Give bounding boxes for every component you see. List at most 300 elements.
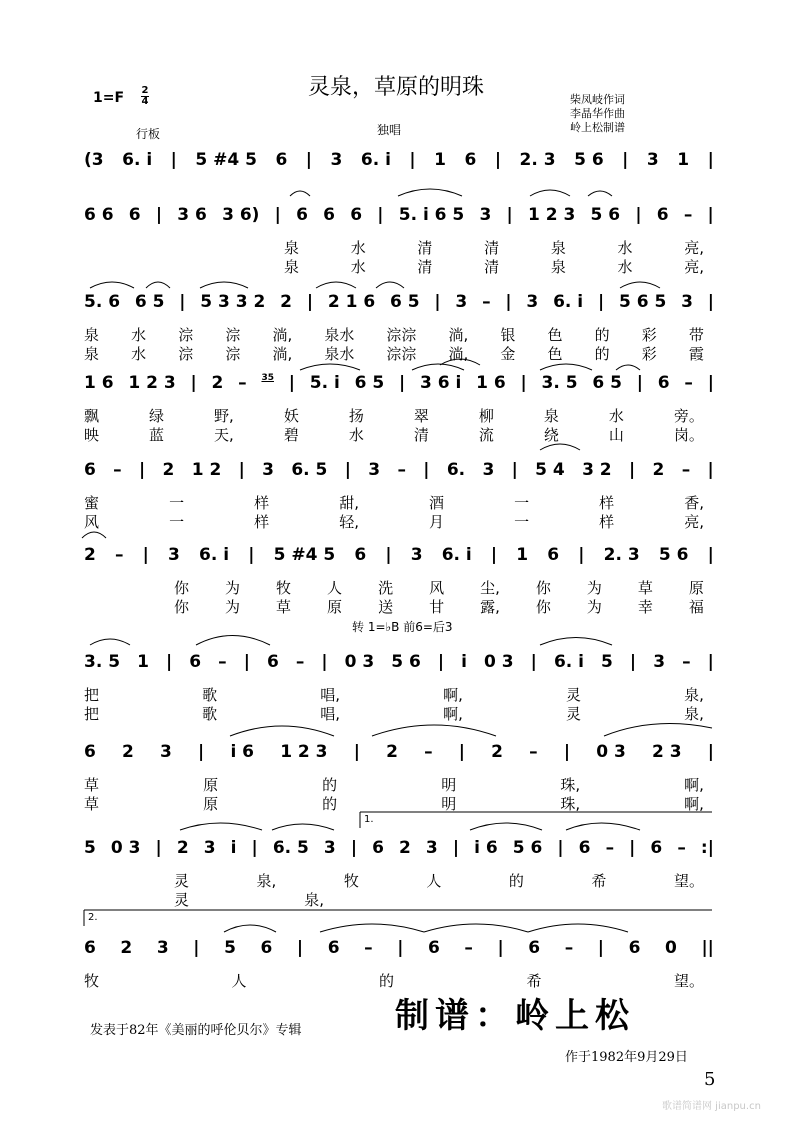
credits <box>570 93 625 135</box>
lyric-word: 歌 <box>202 686 218 704</box>
barline: | <box>490 545 498 565</box>
note-group: 3. 5 <box>541 373 578 393</box>
barline: | <box>248 545 255 565</box>
lyrics-verse-1 <box>84 870 704 891</box>
slur <box>604 724 712 737</box>
barline: || <box>701 938 714 958</box>
slur <box>272 824 334 830</box>
note-group: 6 <box>266 652 279 672</box>
note-group: – <box>218 652 227 672</box>
note-group: 6 <box>656 205 669 225</box>
lyric-word: 牧 <box>84 972 100 990</box>
slur <box>82 532 106 538</box>
lyric-word: 泉水 <box>324 345 355 363</box>
lyrics-verse-2 <box>84 793 704 814</box>
note-group: 6. i <box>441 545 472 565</box>
lyric-word: 淙淙 <box>386 345 417 363</box>
barline: | <box>497 938 504 958</box>
barline: | <box>434 292 441 312</box>
lyric-word: 希 <box>526 972 542 990</box>
lyric-word: 清 <box>484 239 500 257</box>
page-number: 5 <box>704 1069 716 1090</box>
lyric-word: 岗。 <box>673 426 704 444</box>
note-group: 3 <box>479 205 492 225</box>
lyrics-verse-2 <box>84 703 704 724</box>
note-group: i <box>230 838 237 858</box>
note-group: 5. i 6 5 <box>398 205 465 225</box>
lyric-word: 飘 <box>84 407 100 425</box>
slur <box>530 190 570 196</box>
lyric-word: 原 <box>203 776 219 794</box>
lyric-word: 你 <box>535 579 551 597</box>
note-group: 3 <box>156 938 169 958</box>
notation-row <box>84 545 714 565</box>
slur <box>230 726 334 736</box>
lyrics-verse-2 <box>84 596 704 617</box>
note-group: 3 <box>455 292 468 312</box>
lyric-word: 蓝 <box>149 426 165 444</box>
lyrics-verse-2 <box>84 424 704 445</box>
slur <box>424 924 528 932</box>
note-group: 5 6 <box>658 545 689 565</box>
note-group: 3 2 <box>582 460 612 480</box>
note-group: 0 3 <box>344 652 375 672</box>
note-group: 1 <box>137 652 149 672</box>
lyric-word: 旁。 <box>673 407 704 425</box>
note-group: 6 <box>323 205 336 225</box>
slur <box>376 282 404 288</box>
lyrics-verse-1 <box>84 492 704 513</box>
lyric-word: 淌, <box>448 326 469 344</box>
note-group: 5 6 5 <box>618 292 667 312</box>
lyric-word: 样 <box>599 494 615 512</box>
lyrics-verse-2 <box>84 511 704 532</box>
lyric-word: 明 <box>441 795 457 813</box>
note-group: 3 6) <box>222 205 260 225</box>
lyric-word: 灵 <box>174 891 190 909</box>
slur <box>616 365 640 370</box>
lyric-word: 亮, <box>684 258 704 276</box>
barline: | <box>170 150 177 170</box>
note-group: 3. 5 <box>84 652 121 672</box>
note-group: 6 <box>657 373 670 393</box>
lyric-word: 香, <box>684 494 704 512</box>
barline: | <box>628 460 636 480</box>
lyric-word: 水 <box>617 258 633 276</box>
note-group: 0 3 <box>596 742 626 762</box>
note-group: 6 <box>84 460 96 480</box>
lyric-word: 草 <box>276 598 292 616</box>
note-group: 35 <box>261 373 274 383</box>
publication-note: 发表于82年《美丽的呼伦贝尔》专辑 <box>90 1023 302 1038</box>
slur <box>470 823 542 830</box>
slur <box>146 282 170 288</box>
note-group: 1 6 <box>84 373 114 393</box>
lyric-word: 水 <box>608 407 624 425</box>
note-group: 2. 3 <box>603 545 640 565</box>
note-group: 2. 3 <box>519 150 556 170</box>
barline: | <box>629 838 636 858</box>
note-group: 6 <box>372 838 384 858</box>
lyric-word: 酒 <box>429 494 445 512</box>
lyric-word: 你 <box>174 579 190 597</box>
barline: | <box>179 292 186 312</box>
lyric-word: 泉水 <box>324 326 355 344</box>
slur <box>224 925 276 932</box>
lyric-word: 牧 <box>276 579 292 597</box>
note-group: 0 3 <box>484 652 514 672</box>
note-group: 6 <box>260 938 273 958</box>
note-group: 3 <box>482 460 495 480</box>
lyricist: 柴凤岐作词 <box>570 93 625 106</box>
note-group: – <box>424 742 433 762</box>
note-group: 6. i <box>122 150 153 170</box>
note-group: 3 <box>368 460 381 480</box>
lyric-word: 一 <box>514 513 530 531</box>
slur <box>528 924 628 932</box>
lyric-word: 银 <box>500 326 516 344</box>
barline: | <box>506 205 513 225</box>
barline: | <box>622 150 629 170</box>
lyric-word: 的 <box>378 972 394 990</box>
lyrics-verse-1 <box>84 774 704 795</box>
lyrics-verse-1 <box>84 577 704 598</box>
barline: | <box>578 545 585 565</box>
note-group: 6 <box>547 545 560 565</box>
barline: | <box>385 545 392 565</box>
lyric-word: 色 <box>547 326 563 344</box>
lyric-word: 为 <box>586 598 602 616</box>
note-group: 6 <box>296 205 308 225</box>
barline: | <box>296 938 304 958</box>
note-group: 6 <box>275 150 288 170</box>
note-group: 5 <box>84 838 96 858</box>
lyric-word: 彩 <box>641 326 657 344</box>
slur <box>196 636 270 646</box>
note-group: 2 <box>162 460 175 480</box>
note-group: 6. i <box>199 545 230 565</box>
barline: | <box>629 652 637 672</box>
note-group: 1 <box>434 150 446 170</box>
lyric-word: 映 <box>84 426 100 444</box>
barline: | <box>274 205 281 225</box>
note-group: – <box>684 373 693 393</box>
lyric-word: 的 <box>508 872 524 890</box>
barline: | <box>707 652 714 672</box>
note-group: – <box>482 292 491 312</box>
note-group: i <box>461 652 467 672</box>
lyric-word: 甘 <box>429 598 445 616</box>
barline: | <box>190 373 197 393</box>
slur <box>540 638 612 646</box>
barline: | <box>511 460 518 480</box>
notation-row <box>84 292 714 312</box>
note-group: 6. 5 <box>272 838 309 858</box>
slur <box>90 639 130 645</box>
lyric-word: 泉, <box>256 872 277 890</box>
notation-row <box>84 460 714 480</box>
lyric-word: 月 <box>429 513 445 531</box>
note-group: 6 5 <box>592 373 622 393</box>
lyric-word: 水 <box>131 345 147 363</box>
barline: | <box>409 150 416 170</box>
slur <box>290 191 310 196</box>
barline: | <box>636 373 643 393</box>
note-group: i 6 <box>474 838 498 858</box>
note-group: 3 <box>168 545 180 565</box>
lyric-word: 原 <box>203 795 219 813</box>
barline: | <box>399 373 406 393</box>
lyric-word: 的 <box>322 776 338 794</box>
note-group: 5 6 <box>391 652 421 672</box>
lyric-word: 啊, <box>684 776 704 794</box>
note-group: 6 <box>628 938 641 958</box>
barline: | <box>155 205 163 225</box>
note-group: – <box>677 838 686 858</box>
lyric-word: 清 <box>417 239 433 257</box>
note-group: 6 <box>189 652 202 672</box>
lyric-word: 草 <box>637 579 653 597</box>
lyric-word: 清 <box>484 258 500 276</box>
note-group: 6 <box>650 838 663 858</box>
lyric-word: 啊, <box>684 795 704 813</box>
lyric-word: 扬 <box>348 407 364 425</box>
lyric-word: 水 <box>348 426 364 444</box>
lyric-word: 样 <box>599 513 615 531</box>
notation-row <box>84 742 714 762</box>
note-group: 6 <box>327 938 340 958</box>
note-group: – <box>529 742 538 762</box>
tempo-marking: 行板 <box>136 127 161 141</box>
barline: | <box>505 292 512 312</box>
note-group: 5. 6 <box>84 292 121 312</box>
lyric-word: 轻, <box>339 513 359 531</box>
time-signature-bottom: 4 <box>141 96 149 107</box>
song-title: 灵泉，草原的明珠 <box>307 75 484 100</box>
barline: | <box>305 150 313 170</box>
lyric-word: 牧 <box>343 872 359 890</box>
note-group: – <box>397 460 406 480</box>
lyric-word: 泉, <box>684 686 704 704</box>
note-group: 5 6 <box>574 150 604 170</box>
lyric-word: 风 <box>429 579 445 597</box>
note-group: – <box>238 373 247 393</box>
lyric-word: 歌 <box>202 705 218 723</box>
slur <box>372 725 496 736</box>
note-group: – <box>683 205 693 225</box>
note-group: 5 3 3 2 <box>200 292 266 312</box>
barline: | <box>458 742 465 762</box>
barline: | <box>597 938 605 958</box>
note-group: 2 <box>211 373 224 393</box>
lyric-word: 淙 <box>225 345 241 363</box>
note-group: 2 <box>176 838 189 858</box>
note-group: 3 <box>425 838 438 858</box>
barline: | <box>243 652 250 672</box>
note-group: 3 <box>681 292 693 312</box>
barline: | <box>353 742 360 762</box>
watermark: 歌谱简谱网 jianpu.cn <box>662 1101 761 1112</box>
note-group: 2 <box>386 742 398 762</box>
lyric-word: 你 <box>174 598 190 616</box>
lyric-word: 珠, <box>560 776 581 794</box>
note-group: – <box>605 838 615 858</box>
note-group: 6. i <box>553 292 584 312</box>
note-group: 5 4 <box>535 460 565 480</box>
lyric-word: 望。 <box>673 972 704 990</box>
note-group: 1 6 <box>476 373 506 393</box>
lyric-word: 水 <box>350 239 366 257</box>
lyric-word: 洗 <box>378 579 394 597</box>
note-group: 5 6 <box>512 838 543 858</box>
note-group: 1 2 3 <box>280 742 328 762</box>
lyric-word: 为 <box>225 579 241 597</box>
slur <box>540 364 592 370</box>
note-group: 5. i <box>309 373 340 393</box>
barline: | <box>288 373 295 393</box>
barline: :| <box>700 838 714 858</box>
lyrics-verse-2 <box>84 889 324 910</box>
barline: | <box>198 742 205 762</box>
lyric-word: 亮, <box>684 239 704 257</box>
barline: | <box>707 742 714 762</box>
note-group: 3 <box>262 460 275 480</box>
notation-row <box>84 150 714 170</box>
barline: | <box>707 545 714 565</box>
note-group: 2 <box>84 545 96 565</box>
barline: | <box>142 545 149 565</box>
lyric-word: 山 <box>608 426 624 444</box>
barline: | <box>563 742 571 762</box>
time-signature-top: 2 <box>141 85 149 96</box>
lyric-word: 送 <box>378 598 394 616</box>
barline: | <box>193 938 200 958</box>
note-group: 6 <box>84 742 96 762</box>
note-group: 3 <box>653 652 666 672</box>
lyric-word: 水 <box>131 326 147 344</box>
note-group: – <box>295 652 305 672</box>
lyric-word: 带 <box>688 326 704 344</box>
note-group: 2 <box>491 742 503 762</box>
barline: | <box>344 460 351 480</box>
lyric-word: 亮, <box>684 513 704 531</box>
lyric-word: 泉 <box>84 326 100 344</box>
slur <box>180 823 262 830</box>
lyric-word: 泉 <box>284 239 300 257</box>
lyric-word: 泉 <box>550 258 566 276</box>
barline: | <box>707 292 714 312</box>
lyric-word: 清 <box>413 426 429 444</box>
lyric-word: 灵 <box>174 872 190 890</box>
lyric-word: 水 <box>350 258 366 276</box>
lyric-word: 淌, <box>272 326 293 344</box>
note-group: – <box>113 460 122 480</box>
note-group: 6 5 <box>354 373 385 393</box>
note-group: 5 6 <box>590 205 621 225</box>
note-group: 0 <box>665 938 677 958</box>
lyric-word: 草 <box>84 795 100 813</box>
lyric-word: 明 <box>441 776 457 794</box>
lyric-word: 为 <box>225 598 241 616</box>
lyric-word: 淙 <box>178 326 194 344</box>
lyric-word: 翠 <box>413 407 429 425</box>
note-group: 6 <box>578 838 591 858</box>
lyric-word: 为 <box>586 579 602 597</box>
note-group: 5 #4 5 <box>195 150 257 170</box>
note-group: (3 <box>84 150 104 170</box>
lyric-word: 原 <box>688 579 704 597</box>
notation-row <box>84 373 714 393</box>
note-group: 6 <box>84 938 96 958</box>
lyric-word: 甜, <box>339 494 359 512</box>
composition-date: 作于1982年9月29日 <box>565 1050 688 1065</box>
time-signature <box>141 86 149 107</box>
lyric-word: 一 <box>514 494 530 512</box>
note-group: 3 <box>526 292 539 312</box>
note-group: 1 <box>516 545 529 565</box>
notation-row <box>84 205 714 225</box>
note-group: 6 <box>528 938 541 958</box>
note-group: 1 2 3 <box>527 205 576 225</box>
note-group: – <box>364 938 373 958</box>
volta-2-label: 2. <box>88 912 98 923</box>
note-group: 6 <box>428 938 440 958</box>
volta-1-label: 1. <box>364 814 374 825</box>
composer: 李晶华作曲 <box>570 107 625 120</box>
lyric-word: 把 <box>84 705 100 723</box>
lyric-word: 泉 <box>543 407 559 425</box>
lyric-word: 金 <box>500 345 516 363</box>
lyric-word: 水 <box>617 239 633 257</box>
barline: | <box>520 373 527 393</box>
lyric-word: 泉 <box>550 239 566 257</box>
lyrics-verse-1 <box>84 237 704 258</box>
note-group: 2 <box>280 292 293 312</box>
lyric-word: 一 <box>169 494 185 512</box>
note-group: – <box>682 652 691 672</box>
lyric-word: 淙 <box>178 345 194 363</box>
lyric-word: 彩 <box>641 345 657 363</box>
lyric-word: 的 <box>594 326 610 344</box>
lyric-word: 原 <box>327 598 343 616</box>
note-group: 6. i <box>553 652 584 672</box>
lyric-word: 妖 <box>283 407 299 425</box>
slur <box>200 282 248 288</box>
lyric-word: 人 <box>426 872 442 890</box>
note-group: 0 3 <box>110 838 141 858</box>
note-group: 1 2 <box>191 460 222 480</box>
barline: | <box>139 460 146 480</box>
lyric-word: 草 <box>84 776 100 794</box>
note-group: – <box>564 938 574 958</box>
barline: | <box>707 205 714 225</box>
barline: | <box>557 838 564 858</box>
slur <box>320 924 424 932</box>
note-group: 3 <box>410 545 423 565</box>
slur <box>300 364 360 370</box>
barline: | <box>494 150 502 170</box>
note-group: 3 <box>203 838 216 858</box>
barline: | <box>251 838 258 858</box>
lyric-word: 绿 <box>149 407 165 425</box>
slur <box>90 282 134 288</box>
lyrics-verse-1 <box>84 684 704 705</box>
note-group: 6. 5 <box>291 460 328 480</box>
note-group: 2 3 <box>651 742 682 762</box>
lyric-word: 淙 <box>225 326 241 344</box>
note-group: 5 <box>601 652 613 672</box>
note-group: 3 6 <box>177 205 207 225</box>
